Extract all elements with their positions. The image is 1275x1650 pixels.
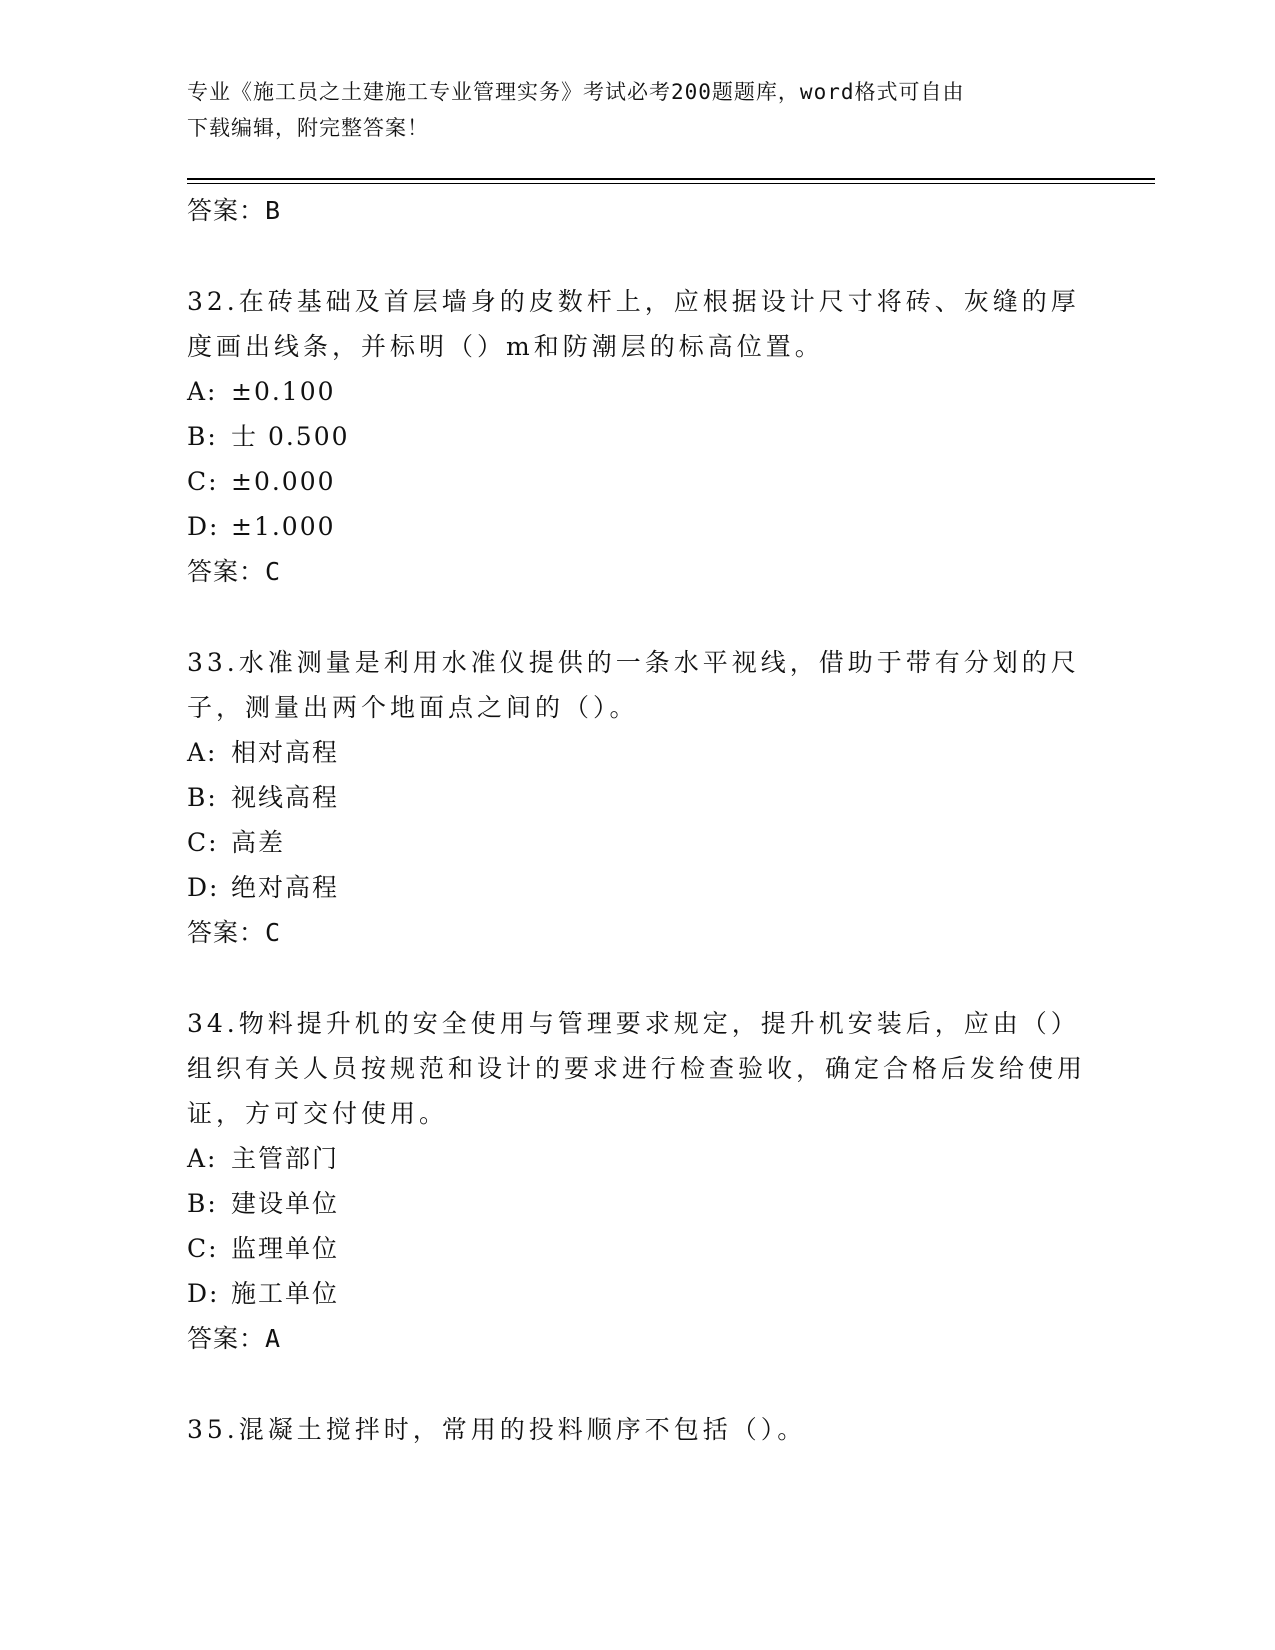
option-text: 相对高程: [231, 738, 340, 767]
option-b: [187, 775, 1087, 820]
option-text: 施工单位: [231, 1279, 340, 1308]
answer: 答案：A: [187, 1324, 282, 1353]
header-line-2: 下载编辑，附完整答案！: [187, 116, 429, 140]
option-label: D:: [187, 873, 220, 902]
question-stem: 32.在砖基础及首层墙身的皮数杆上，应根据设计尺寸将砖、灰缝的厚度画出线条，并标明（）m和防潮层的标高位置。: [187, 287, 1080, 361]
header-line-1: 专业《施工员之土建施工专业管理实务》考试必考200题题库，word格式可自由: [187, 80, 965, 104]
option-text: ±0.000: [231, 467, 336, 496]
option-text: 高差: [231, 828, 286, 857]
previous-answer: 答案：B: [187, 196, 282, 225]
option-text: ±0.100: [231, 377, 336, 406]
option-label: B:: [187, 422, 218, 451]
option-text: 绝对高程: [231, 873, 340, 902]
option-label: C:: [187, 467, 219, 496]
option-text: 主管部门: [231, 1144, 340, 1173]
spacer: [187, 233, 1087, 279]
option-label: A:: [187, 738, 218, 767]
option-text: 建设单位: [231, 1189, 340, 1218]
answer: 答案：C: [187, 918, 282, 947]
header-divider: [187, 178, 1155, 184]
option-b: [187, 1181, 1087, 1226]
option-text: ±1.000: [231, 512, 336, 541]
option-label: D:: [187, 1279, 220, 1308]
option-a: [187, 369, 1087, 414]
question-34: [187, 1001, 1087, 1361]
question-stem: 35.混凝土搅拌时，常用的投料顺序不包括（）。: [187, 1415, 807, 1444]
option-text: 视线高程: [231, 783, 340, 812]
document-header: [187, 74, 1067, 146]
option-text: 士 0.500: [231, 422, 350, 451]
option-label: C:: [187, 828, 219, 857]
spacer: [187, 594, 1087, 640]
option-label: A:: [187, 1144, 218, 1173]
option-a: [187, 1136, 1087, 1181]
question-stem: 33.水准测量是利用水准仪提供的一条水平视线，借助于带有分划的尺子，测量出两个地面点之间的（）。: [187, 648, 1080, 722]
spacer: [187, 1361, 1087, 1407]
option-label: C:: [187, 1234, 219, 1263]
option-c: [187, 1226, 1087, 1271]
option-label: A:: [187, 377, 218, 406]
spacer: [187, 955, 1087, 1001]
option-c: [187, 459, 1087, 504]
option-label: B:: [187, 1189, 218, 1218]
option-d: [187, 1271, 1087, 1316]
answer: 答案：C: [187, 557, 282, 586]
option-text: 监理单位: [231, 1234, 340, 1263]
question-33: [187, 640, 1087, 955]
option-c: [187, 820, 1087, 865]
option-a: [187, 730, 1087, 775]
option-d: [187, 865, 1087, 910]
option-d: [187, 504, 1087, 549]
question-stem: 34.物料提升机的安全使用与管理要求规定，提升机安装后，应由（）组织有关人员按规范和设计的要求进行检查验收，确定合格后发给使用证，方可交付使用。: [187, 1009, 1087, 1128]
option-label: B:: [187, 783, 218, 812]
question-32: [187, 279, 1087, 594]
option-b: [187, 414, 1087, 459]
document-body: [187, 188, 1087, 1452]
question-35: [187, 1407, 1087, 1452]
option-label: D:: [187, 512, 220, 541]
